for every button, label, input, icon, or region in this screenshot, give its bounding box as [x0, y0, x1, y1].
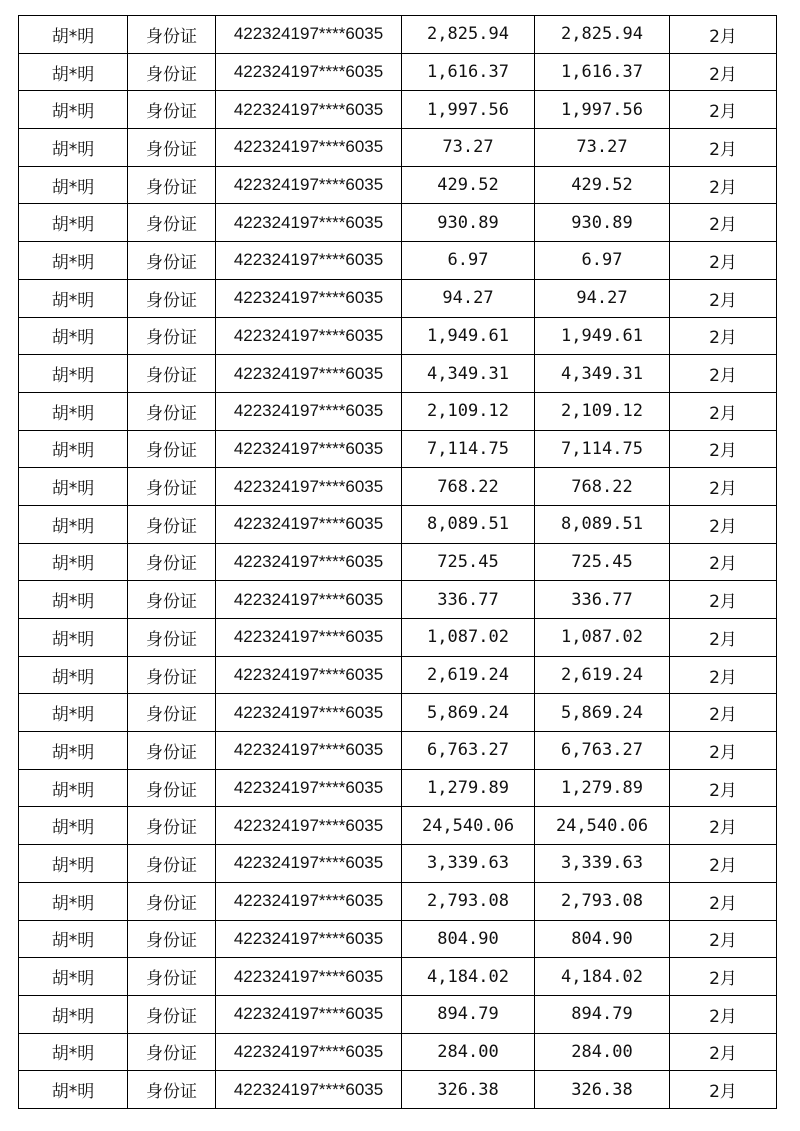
id-type-cell: 身份证: [128, 732, 216, 770]
id-number-cell: 422324197****6035: [216, 355, 402, 393]
id-number-cell: 422324197****6035: [216, 392, 402, 430]
amount-repeat-cell: 930.89: [535, 204, 670, 242]
amount-cell: 2,793.08: [402, 882, 535, 920]
table-row: [19, 53, 777, 91]
name-cell: 胡*明: [19, 166, 128, 204]
id-type-cell: 身份证: [128, 505, 216, 543]
id-number-cell: 422324197****6035: [216, 807, 402, 845]
table-row: [19, 166, 777, 204]
month-cell: 2月: [670, 920, 777, 958]
amount-cell: 284.00: [402, 1033, 535, 1071]
id-type-cell: 身份证: [128, 166, 216, 204]
id-type-cell: 身份证: [128, 91, 216, 129]
id-type-cell: 身份证: [128, 882, 216, 920]
amount-repeat-cell: 1,279.89: [535, 769, 670, 807]
id-type-cell: 身份证: [128, 543, 216, 581]
amount-cell: 4,184.02: [402, 958, 535, 996]
amount-cell: 326.38: [402, 1071, 535, 1109]
id-number-cell: 422324197****6035: [216, 543, 402, 581]
name-cell: 胡*明: [19, 1033, 128, 1071]
table-row: [19, 91, 777, 129]
id-number-cell: 422324197****6035: [216, 958, 402, 996]
amount-cell: 8,089.51: [402, 505, 535, 543]
month-cell: 2月: [670, 129, 777, 167]
name-cell: 胡*明: [19, 355, 128, 393]
amount-repeat-cell: 3,339.63: [535, 845, 670, 883]
month-cell: 2月: [670, 204, 777, 242]
amount-repeat-cell: 894.79: [535, 995, 670, 1033]
amount-repeat-cell: 725.45: [535, 543, 670, 581]
id-type-cell: 身份证: [128, 204, 216, 242]
month-cell: 2月: [670, 279, 777, 317]
month-cell: 2月: [670, 543, 777, 581]
month-cell: 2月: [670, 732, 777, 770]
amount-repeat-cell: 2,825.94: [535, 16, 670, 54]
table-row: [19, 732, 777, 770]
table-row: [19, 242, 777, 280]
name-cell: 胡*明: [19, 694, 128, 732]
id-type-cell: 身份证: [128, 129, 216, 167]
id-type-cell: 身份证: [128, 16, 216, 54]
month-cell: 2月: [670, 807, 777, 845]
id-type-cell: 身份证: [128, 317, 216, 355]
amount-repeat-cell: 2,109.12: [535, 392, 670, 430]
table-row: [19, 1071, 777, 1109]
table-row: [19, 505, 777, 543]
id-type-cell: 身份证: [128, 619, 216, 657]
name-cell: 胡*明: [19, 807, 128, 845]
id-number-cell: 422324197****6035: [216, 204, 402, 242]
table-row: [19, 279, 777, 317]
name-cell: 胡*明: [19, 920, 128, 958]
amount-repeat-cell: 73.27: [535, 129, 670, 167]
table-row: [19, 769, 777, 807]
amount-repeat-cell: 6.97: [535, 242, 670, 280]
amount-cell: 6.97: [402, 242, 535, 280]
amount-cell: 94.27: [402, 279, 535, 317]
amount-repeat-cell: 4,349.31: [535, 355, 670, 393]
id-number-cell: 422324197****6035: [216, 581, 402, 619]
month-cell: 2月: [670, 505, 777, 543]
month-cell: 2月: [670, 882, 777, 920]
id-type-cell: 身份证: [128, 392, 216, 430]
id-type-cell: 身份证: [128, 694, 216, 732]
amount-repeat-cell: 24,540.06: [535, 807, 670, 845]
id-type-cell: 身份证: [128, 430, 216, 468]
month-cell: 2月: [670, 1033, 777, 1071]
amount-cell: 768.22: [402, 468, 535, 506]
amount-repeat-cell: 284.00: [535, 1033, 670, 1071]
amount-repeat-cell: 2,619.24: [535, 656, 670, 694]
id-number-cell: 422324197****6035: [216, 882, 402, 920]
amount-cell: 725.45: [402, 543, 535, 581]
month-cell: 2月: [670, 619, 777, 657]
table-row: [19, 129, 777, 167]
id-number-cell: 422324197****6035: [216, 845, 402, 883]
id-number-cell: 422324197****6035: [216, 242, 402, 280]
id-number-cell: 422324197****6035: [216, 732, 402, 770]
amount-cell: 7,114.75: [402, 430, 535, 468]
name-cell: 胡*明: [19, 468, 128, 506]
name-cell: 胡*明: [19, 279, 128, 317]
name-cell: 胡*明: [19, 16, 128, 54]
amount-repeat-cell: 336.77: [535, 581, 670, 619]
id-type-cell: 身份证: [128, 242, 216, 280]
month-cell: 2月: [670, 769, 777, 807]
name-cell: 胡*明: [19, 581, 128, 619]
table-row: [19, 392, 777, 430]
month-cell: 2月: [670, 16, 777, 54]
id-type-cell: 身份证: [128, 581, 216, 619]
id-type-cell: 身份证: [128, 468, 216, 506]
name-cell: 胡*明: [19, 732, 128, 770]
id-number-cell: 422324197****6035: [216, 279, 402, 317]
amount-repeat-cell: 8,089.51: [535, 505, 670, 543]
name-cell: 胡*明: [19, 882, 128, 920]
table-row: [19, 317, 777, 355]
table-row: [19, 958, 777, 996]
name-cell: 胡*明: [19, 242, 128, 280]
month-cell: 2月: [670, 392, 777, 430]
month-cell: 2月: [670, 242, 777, 280]
name-cell: 胡*明: [19, 129, 128, 167]
amount-repeat-cell: 1,087.02: [535, 619, 670, 657]
id-number-cell: 422324197****6035: [216, 619, 402, 657]
name-cell: 胡*明: [19, 656, 128, 694]
name-cell: 胡*明: [19, 543, 128, 581]
amount-cell: 6,763.27: [402, 732, 535, 770]
name-cell: 胡*明: [19, 995, 128, 1033]
table-row: [19, 355, 777, 393]
id-type-cell: 身份证: [128, 920, 216, 958]
month-cell: 2月: [670, 53, 777, 91]
amount-cell: 930.89: [402, 204, 535, 242]
table-row: [19, 430, 777, 468]
amount-repeat-cell: 768.22: [535, 468, 670, 506]
amount-cell: 4,349.31: [402, 355, 535, 393]
amount-cell: 2,109.12: [402, 392, 535, 430]
table-row: [19, 845, 777, 883]
id-number-cell: 422324197****6035: [216, 91, 402, 129]
month-cell: 2月: [670, 355, 777, 393]
month-cell: 2月: [670, 430, 777, 468]
id-number-cell: 422324197****6035: [216, 656, 402, 694]
name-cell: 胡*明: [19, 1071, 128, 1109]
amount-cell: 429.52: [402, 166, 535, 204]
amount-repeat-cell: 1,616.37: [535, 53, 670, 91]
name-cell: 胡*明: [19, 619, 128, 657]
amount-repeat-cell: 5,869.24: [535, 694, 670, 732]
id-type-cell: 身份证: [128, 769, 216, 807]
id-type-cell: 身份证: [128, 958, 216, 996]
amount-repeat-cell: 1,997.56: [535, 91, 670, 129]
table-row: [19, 619, 777, 657]
month-cell: 2月: [670, 694, 777, 732]
amount-cell: 2,619.24: [402, 656, 535, 694]
id-number-cell: 422324197****6035: [216, 920, 402, 958]
amount-cell: 1,279.89: [402, 769, 535, 807]
name-cell: 胡*明: [19, 204, 128, 242]
table-row: [19, 204, 777, 242]
amount-cell: 1,997.56: [402, 91, 535, 129]
id-type-cell: 身份证: [128, 1033, 216, 1071]
month-cell: 2月: [670, 1071, 777, 1109]
amount-repeat-cell: 94.27: [535, 279, 670, 317]
amount-repeat-cell: 429.52: [535, 166, 670, 204]
name-cell: 胡*明: [19, 53, 128, 91]
id-number-cell: 422324197****6035: [216, 430, 402, 468]
name-cell: 胡*明: [19, 430, 128, 468]
records-table: [18, 15, 777, 1109]
id-number-cell: 422324197****6035: [216, 129, 402, 167]
month-cell: 2月: [670, 845, 777, 883]
amount-repeat-cell: 804.90: [535, 920, 670, 958]
table-row: [19, 16, 777, 54]
id-number-cell: 422324197****6035: [216, 1033, 402, 1071]
amount-repeat-cell: 4,184.02: [535, 958, 670, 996]
id-number-cell: 422324197****6035: [216, 694, 402, 732]
amount-repeat-cell: 326.38: [535, 1071, 670, 1109]
table-row: [19, 581, 777, 619]
table-row: [19, 543, 777, 581]
name-cell: 胡*明: [19, 769, 128, 807]
id-type-cell: 身份证: [128, 845, 216, 883]
amount-cell: 3,339.63: [402, 845, 535, 883]
name-cell: 胡*明: [19, 845, 128, 883]
amount-cell: 2,825.94: [402, 16, 535, 54]
amount-cell: 1,949.61: [402, 317, 535, 355]
name-cell: 胡*明: [19, 317, 128, 355]
id-number-cell: 422324197****6035: [216, 995, 402, 1033]
table-row: [19, 694, 777, 732]
amount-cell: 73.27: [402, 129, 535, 167]
table-row: [19, 656, 777, 694]
table-row: [19, 920, 777, 958]
month-cell: 2月: [670, 91, 777, 129]
id-type-cell: 身份证: [128, 656, 216, 694]
amount-cell: 804.90: [402, 920, 535, 958]
id-number-cell: 422324197****6035: [216, 16, 402, 54]
id-number-cell: 422324197****6035: [216, 1071, 402, 1109]
id-number-cell: 422324197****6035: [216, 317, 402, 355]
name-cell: 胡*明: [19, 91, 128, 129]
name-cell: 胡*明: [19, 505, 128, 543]
month-cell: 2月: [670, 656, 777, 694]
month-cell: 2月: [670, 581, 777, 619]
amount-repeat-cell: 7,114.75: [535, 430, 670, 468]
name-cell: 胡*明: [19, 958, 128, 996]
id-number-cell: 422324197****6035: [216, 505, 402, 543]
amount-repeat-cell: 2,793.08: [535, 882, 670, 920]
amount-repeat-cell: 6,763.27: [535, 732, 670, 770]
amount-repeat-cell: 1,949.61: [535, 317, 670, 355]
name-cell: 胡*明: [19, 392, 128, 430]
amount-cell: 894.79: [402, 995, 535, 1033]
amount-cell: 5,869.24: [402, 694, 535, 732]
id-type-cell: 身份证: [128, 355, 216, 393]
month-cell: 2月: [670, 958, 777, 996]
id-number-cell: 422324197****6035: [216, 468, 402, 506]
records-table-body: [19, 16, 777, 1109]
amount-cell: 1,087.02: [402, 619, 535, 657]
id-type-cell: 身份证: [128, 807, 216, 845]
id-type-cell: 身份证: [128, 53, 216, 91]
id-number-cell: 422324197****6035: [216, 769, 402, 807]
amount-cell: 336.77: [402, 581, 535, 619]
id-number-cell: 422324197****6035: [216, 53, 402, 91]
month-cell: 2月: [670, 995, 777, 1033]
table-row: [19, 807, 777, 845]
table-row: [19, 882, 777, 920]
id-type-cell: 身份证: [128, 1071, 216, 1109]
amount-cell: 1,616.37: [402, 53, 535, 91]
month-cell: 2月: [670, 166, 777, 204]
id-type-cell: 身份证: [128, 279, 216, 317]
id-type-cell: 身份证: [128, 995, 216, 1033]
month-cell: 2月: [670, 468, 777, 506]
month-cell: 2月: [670, 317, 777, 355]
table-row: [19, 468, 777, 506]
table-row: [19, 995, 777, 1033]
amount-cell: 24,540.06: [402, 807, 535, 845]
table-row: [19, 1033, 777, 1071]
id-number-cell: 422324197****6035: [216, 166, 402, 204]
